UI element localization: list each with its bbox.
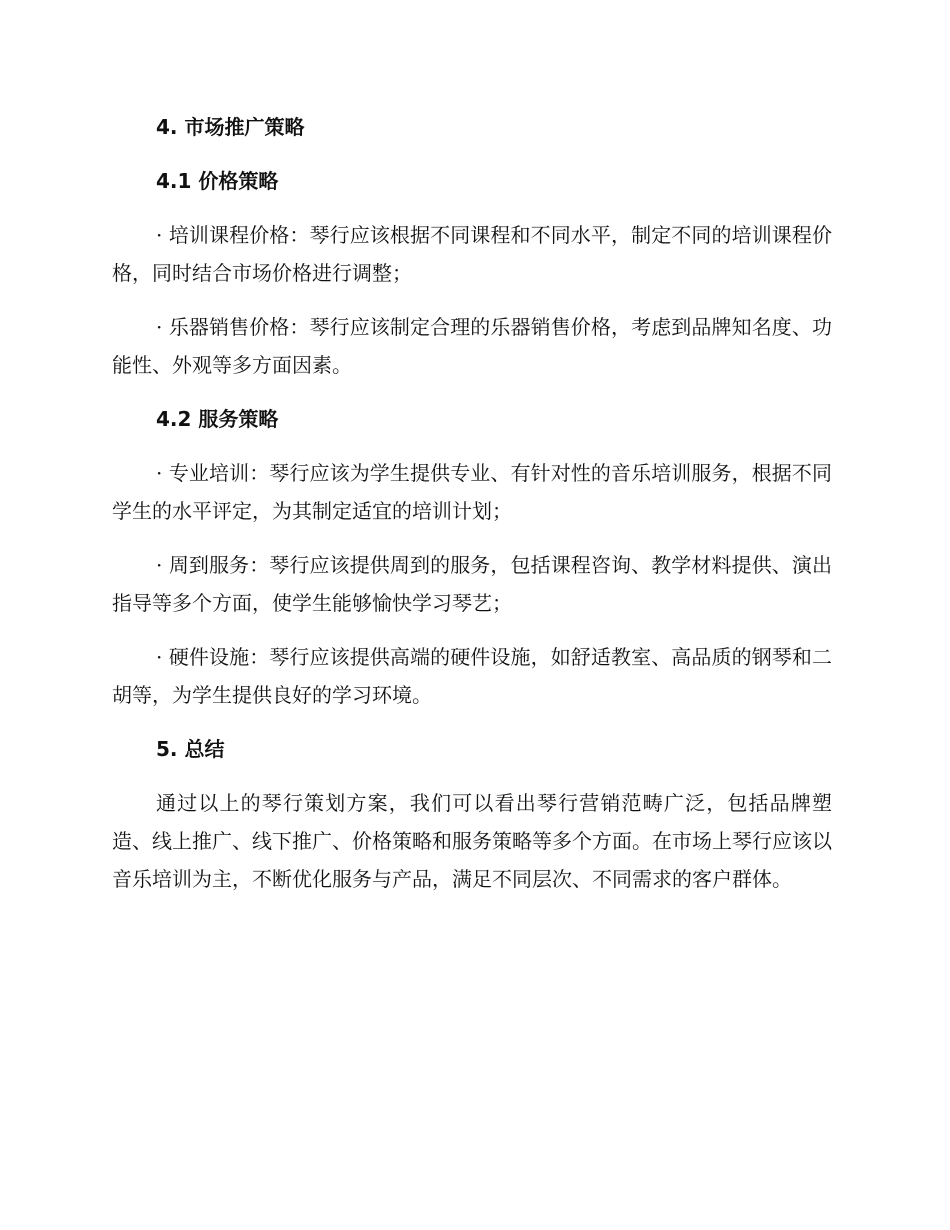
paragraph-summary: 通过以上的琴行策划方案，我们可以看出琴行营销范畴广泛，包括品牌塑造、线上推广、线下推广、价格策略和服务策略等多个方面。在市场上琴行应该以音乐培训为主，不断优化服务与产品，满足不同层次、不同需求的客户群体。 [112, 791, 832, 891]
paragraph-facilities: · 硬件设施：琴行应该提供高端的硬件设施，如舒适教室、高品质的钢琴和二胡等，为学生提供良好的学习环境。 [112, 645, 832, 707]
section-heading-summary: 5. 总结 [156, 737, 225, 761]
document-body [112, 108, 832, 914]
paragraph-professional-training: · 专业培训：琴行应该为学生提供专业、有针对性的音乐培训服务，根据不同学生的水平评定，为其制定适宜的培训计划； [112, 461, 832, 523]
subsection-heading-service: 4.2 服务策略 [156, 407, 279, 431]
paragraph-instrument-pricing: · 乐器销售价格：琴行应该制定合理的乐器销售价格，考虑到品牌知名度、功能性、外观等多方面因素。 [112, 315, 832, 377]
paragraph-attentive-service: · 周到服务：琴行应该提供周到的服务，包括课程咨询、教学材料提供、演出指导等多个方面，使学生能够愉快学习琴艺； [112, 553, 832, 615]
section-heading-marketing: 4. 市场推广策略 [156, 115, 305, 139]
subsection-heading-pricing: 4.1 价格策略 [156, 169, 279, 193]
paragraph-course-pricing: · 培训课程价格：琴行应该根据不同课程和不同水平，制定不同的培训课程价格，同时结合市场价格进行调整； [112, 223, 832, 285]
